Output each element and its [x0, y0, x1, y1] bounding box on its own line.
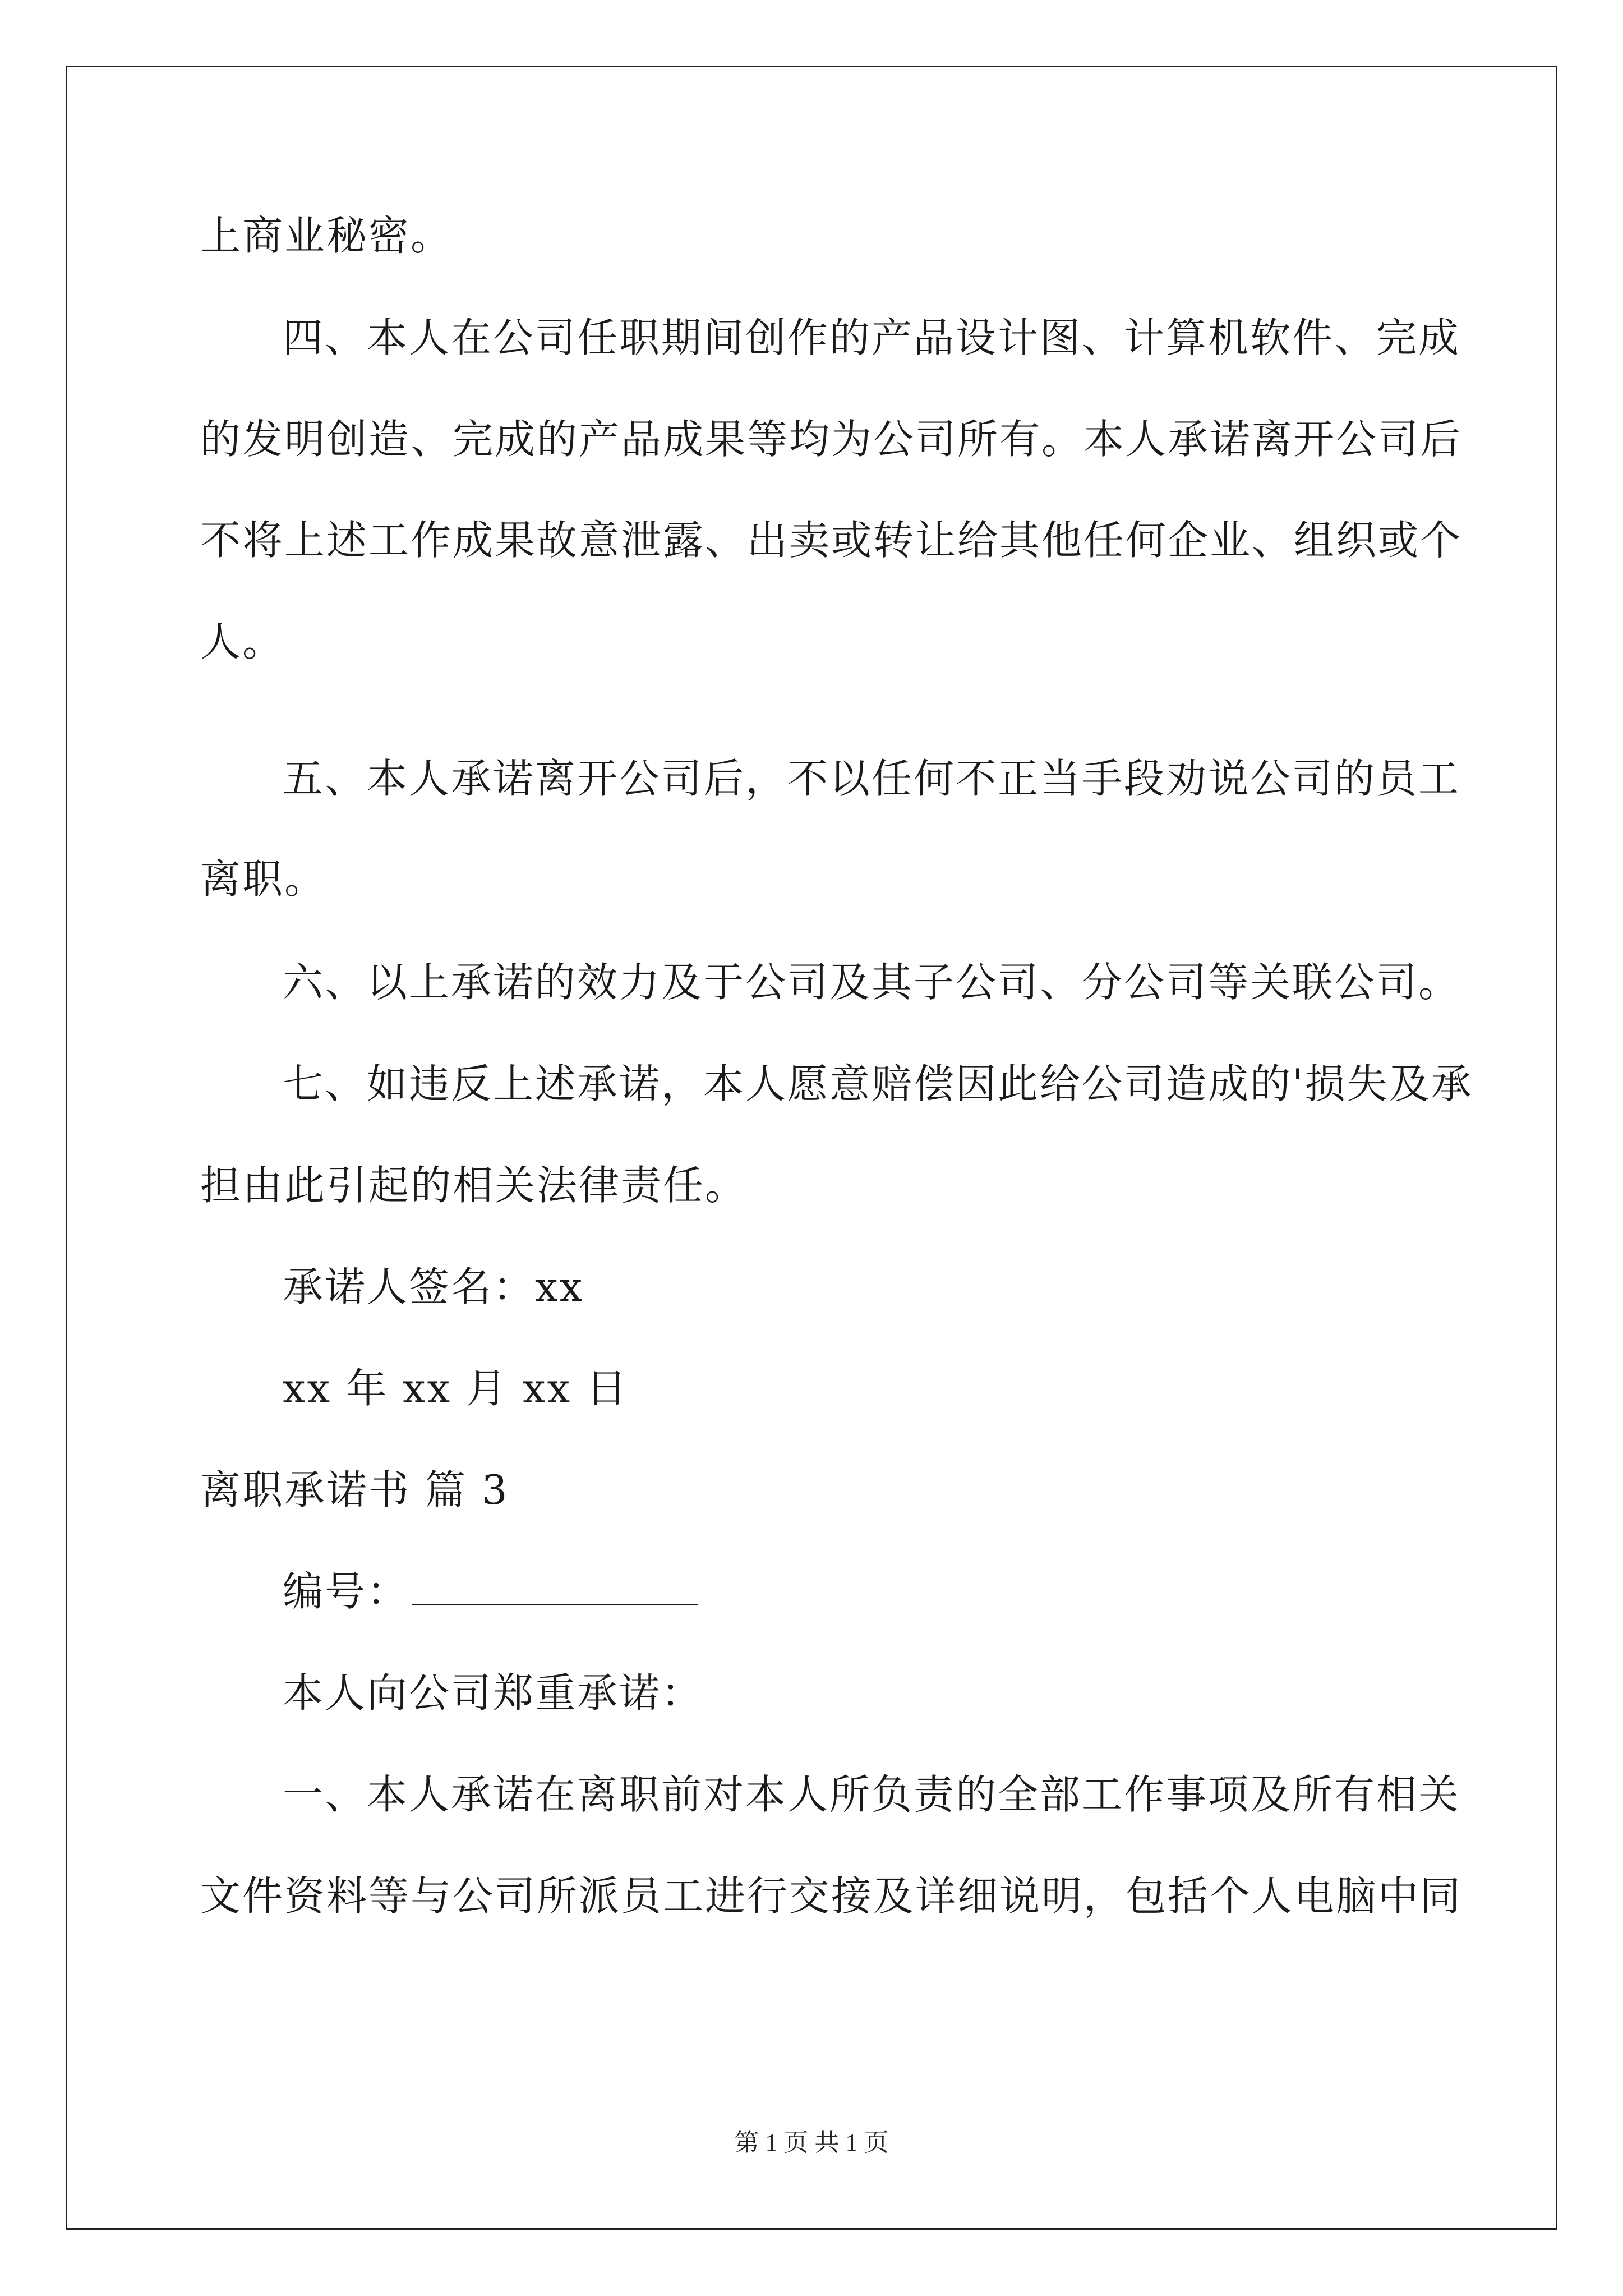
paragraph-seven-line: 七、如违反上述承诺，本人愿意赔偿因此给公司造成的'损失及承: [283, 1060, 1473, 1107]
date-line: xx 年 xx 月 xx 日: [283, 1365, 629, 1412]
paragraph-six-line: 六、以上承诺的效力及于公司及其子公司、分公司等关联公司。: [283, 959, 1461, 1006]
paragraph-one-line: 一、本人承诺在离职前对本人所负责的全部工作事项及所有相关: [283, 1771, 1461, 1818]
paragraph-four-line: 人。: [200, 618, 285, 665]
serial-number-label: 编号：: [283, 1568, 409, 1615]
page-footer: 第 1 页 共 1 页: [734, 2129, 889, 2156]
text-line: 上商业秘密。: [200, 212, 453, 259]
pledge-intro: 本人向公司郑重承诺：: [283, 1669, 704, 1717]
serial-number-line: [283, 1566, 698, 1617]
signature-line: 承诺人签名：xx: [283, 1263, 584, 1310]
section-heading: 离职承诺书 篇 3: [200, 1466, 509, 1513]
paragraph-seven-line: 担由此引起的相关法律责任。: [200, 1162, 748, 1209]
paragraph-four-line: 的发明创造、完成的产品成果等均为公司所有。本人承诺离开公司后: [200, 416, 1463, 463]
paragraph-five-line: 离职。: [200, 855, 327, 903]
serial-number-blank: [412, 1569, 698, 1605]
paragraph-four-line: 不将上述工作成果故意泄露、出卖或转让给其他任何企业、组织或个: [200, 517, 1463, 564]
paragraph-one-line: 文件资料等与公司所派员工进行交接及详细说明，包括个人电脑中同: [200, 1872, 1463, 1920]
paragraph-five-line: 五、本人承诺离开公司后，不以任何不正当手段劝说公司的员工: [283, 755, 1461, 802]
paragraph-four-line: 四、本人在公司任职期间创作的产品设计图、计算机软件、完成: [283, 314, 1461, 361]
